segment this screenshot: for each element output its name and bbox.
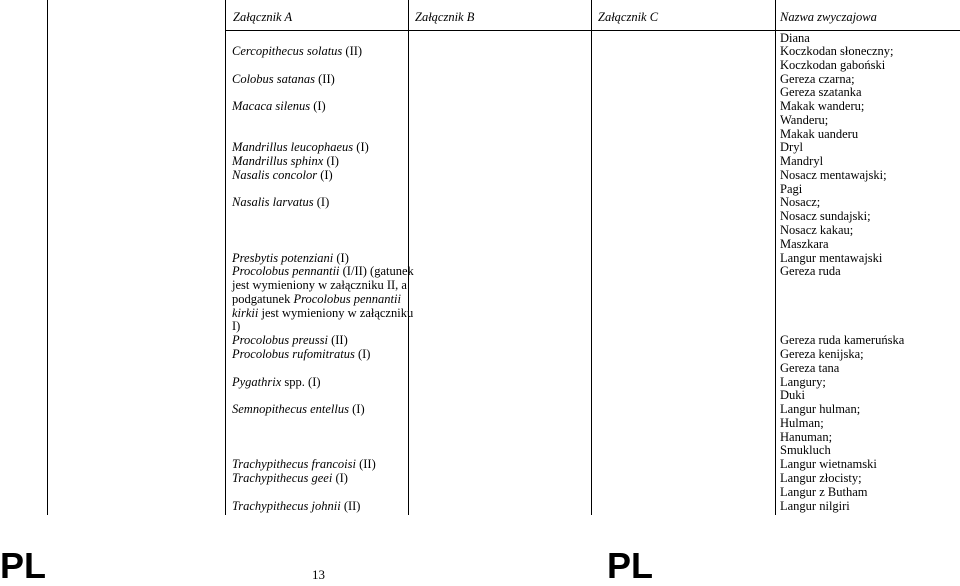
species-entry: Procolobus rufomitratus (I) — [232, 347, 371, 361]
species-entry: Pygathrix spp. (I) — [232, 375, 321, 389]
common-name: Nosacz kakau; — [780, 223, 854, 237]
common-name: Dryl — [780, 140, 803, 154]
species-entry: Colobus satanas (II) — [232, 72, 335, 86]
common-name: Gereza czarna; — [780, 72, 855, 86]
common-name: Langury; — [780, 375, 826, 389]
common-name: Nosacz; — [780, 195, 821, 209]
common-name: Gereza ruda — [780, 264, 841, 278]
species-entry: Mandrillus sphinx (I) — [232, 154, 339, 168]
column-divider — [591, 0, 592, 515]
species-entry: Trachypithecus johnii (II) — [232, 499, 361, 513]
header-annex-c: Załącznik C — [598, 10, 659, 24]
species-entry: Procolobus pennantii (I/II) (gatunek — [232, 264, 414, 278]
common-name: Maszkara — [780, 237, 829, 251]
common-name: Langur mentawajski — [780, 251, 883, 265]
species-entry-cont: I) — [232, 319, 241, 333]
species-entry: Procolobus preussi (II) — [232, 333, 348, 347]
common-name: Gereza szatanka — [780, 85, 862, 99]
common-name: Langur złocisty; — [780, 471, 862, 485]
species-entry: Presbytis potenziani (I) — [232, 251, 349, 265]
species-entry: Trachypithecus francoisi (II) — [232, 457, 376, 471]
footer-language-mark-left: PL — [0, 545, 47, 586]
header-common-name: Nazwa zwyczajowa — [780, 10, 877, 24]
common-name: Langur z Butham — [780, 485, 868, 499]
species-entry: Cercopithecus solatus (II) — [232, 44, 363, 58]
common-name: Hanuman; — [780, 430, 833, 444]
species-entry-cont: podgatunek Procolobus pennantii — [232, 292, 401, 306]
common-name: Koczkodan słoneczny; — [780, 44, 894, 58]
common-name: Nosacz sundajski; — [780, 209, 871, 223]
common-name: Koczkodan gaboński — [780, 58, 886, 72]
column-divider — [775, 0, 776, 515]
header-divider — [225, 30, 960, 31]
common-name: Gereza tana — [780, 361, 840, 375]
species-entry: Nasalis concolor (I) — [232, 168, 333, 182]
header-annex-a: Załącznik A — [233, 10, 293, 24]
common-name: Langur hulman; — [780, 402, 861, 416]
common-name: Wanderu; — [780, 113, 829, 127]
common-name: Gereza kenijska; — [780, 347, 864, 361]
header-annex-b: Załącznik B — [415, 10, 475, 24]
common-name: Hulman; — [780, 416, 824, 430]
column-divider — [47, 0, 48, 515]
species-entry-cont: jest wymieniony w załączniku II, a — [232, 278, 407, 292]
common-name: Gereza ruda kameruńska — [780, 333, 905, 347]
species-entry: Mandrillus leucophaeus (I) — [232, 140, 369, 154]
common-name: Diana — [780, 31, 810, 45]
common-name: Mandryl — [780, 154, 824, 168]
species-entry: Semnopithecus entellus (I) — [232, 402, 365, 416]
common-name: Makak wanderu; — [780, 99, 865, 113]
species-entry: Nasalis larvatus (I) — [232, 195, 330, 209]
footer-language-mark-right: PL — [607, 545, 654, 586]
page-number: 13 — [312, 567, 325, 582]
species-entry: Trachypithecus geei (I) — [232, 471, 348, 485]
common-name: Smukluch — [780, 443, 831, 457]
common-name: Duki — [780, 388, 805, 402]
common-name: Makak uanderu — [780, 127, 859, 141]
common-name: Nosacz mentawajski; — [780, 168, 887, 182]
column-divider — [225, 0, 226, 515]
common-name: Langur nilgiri — [780, 499, 850, 513]
common-name: Pagi — [780, 182, 803, 196]
species-entry: Macaca silenus (I) — [232, 99, 326, 113]
common-name: Langur wietnamski — [780, 457, 877, 471]
species-entry-cont: kirkii jest wymieniony w załączniku — [232, 306, 414, 320]
